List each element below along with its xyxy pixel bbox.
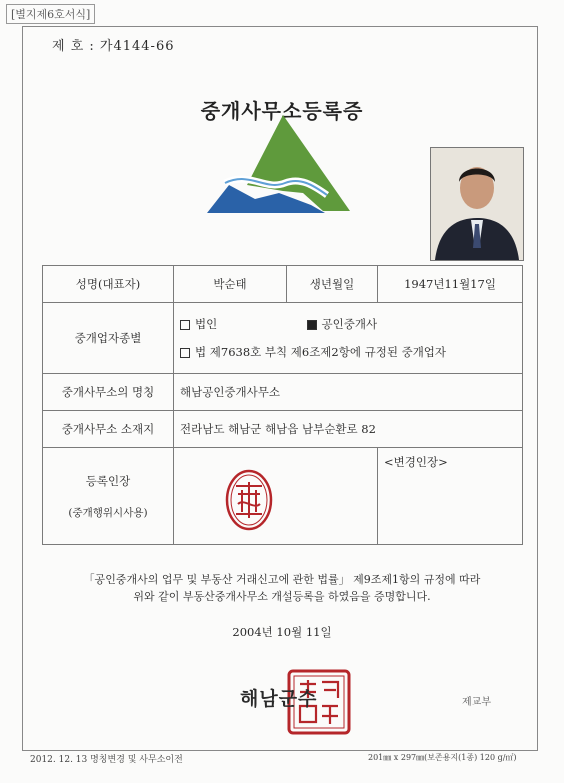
corporation-option-label: 법인	[195, 317, 218, 331]
office-name-value: 해남공인중개사무소	[174, 374, 523, 411]
footer-paper-spec: 201㎜ x 297㎜(보존용지(1종) 120 g/㎡)	[368, 753, 517, 762]
id-photo	[430, 147, 524, 261]
business-type-options	[174, 303, 523, 374]
dob-value: 1947년11월17일	[378, 266, 523, 303]
registration-table	[42, 265, 523, 545]
seal-label-cell	[43, 448, 174, 545]
registered-seal-cell	[174, 448, 378, 545]
issue-date: 2004년 10월 11일	[232, 625, 332, 639]
licensed-agent-option-label: 공인중개사	[321, 317, 378, 331]
registration-number-label: 제 호 :	[52, 39, 95, 54]
document-title: 중개사무소등록증	[200, 99, 364, 123]
registration-number-value: 가4144-66	[99, 39, 175, 54]
supplementary-agent-checkbox	[180, 348, 190, 358]
supplementary-agent-option-label: 법 제7638호 부칙 제6조제2항에 규정된 중개업자	[195, 345, 447, 359]
name-label: 성명(대표자)	[43, 266, 174, 303]
issuer-name: 해남군수	[240, 688, 318, 710]
certification-statement	[0, 571, 564, 605]
office-name-label: 중개사무소의 명칭	[43, 374, 174, 411]
licensed-agent-checkbox	[307, 320, 317, 330]
business-type-label: 중개업자종별	[43, 303, 174, 374]
changed-seal-label: <변경인장>	[384, 455, 448, 469]
registration-number	[52, 35, 174, 54]
corporation-checkbox	[180, 320, 190, 330]
statement-line-2: 위와 같이 부동산중개사무소 개설등록을 하였음을 증명합니다.	[133, 590, 431, 603]
name-value: 박순태	[174, 266, 287, 303]
address-value: 전라남도 해남군 해남읍 남부순환로 82	[174, 411, 523, 448]
mountain-logo	[205, 113, 355, 215]
seal-label: 등록인장	[85, 473, 131, 488]
footer-change-note: 2012. 12. 13 명칭변경 및 사무소이전	[30, 755, 183, 765]
registered-seal-stamp	[224, 468, 274, 532]
dob-label: 생년월일	[287, 266, 378, 303]
form-number-tag: [별지제6호서식]	[6, 4, 95, 24]
address-label: 중개사무소 소재지	[43, 411, 174, 448]
reissue-mark: 제교부	[462, 697, 491, 708]
seal-usage-note: (중개행위시사용)	[68, 506, 148, 519]
statement-line-1: 「공인중개사의 업무 및 부동산 거래신고에 관한 법률」 제9조제1항의 규정에 따라	[83, 573, 481, 586]
changed-seal-cell	[378, 448, 523, 545]
